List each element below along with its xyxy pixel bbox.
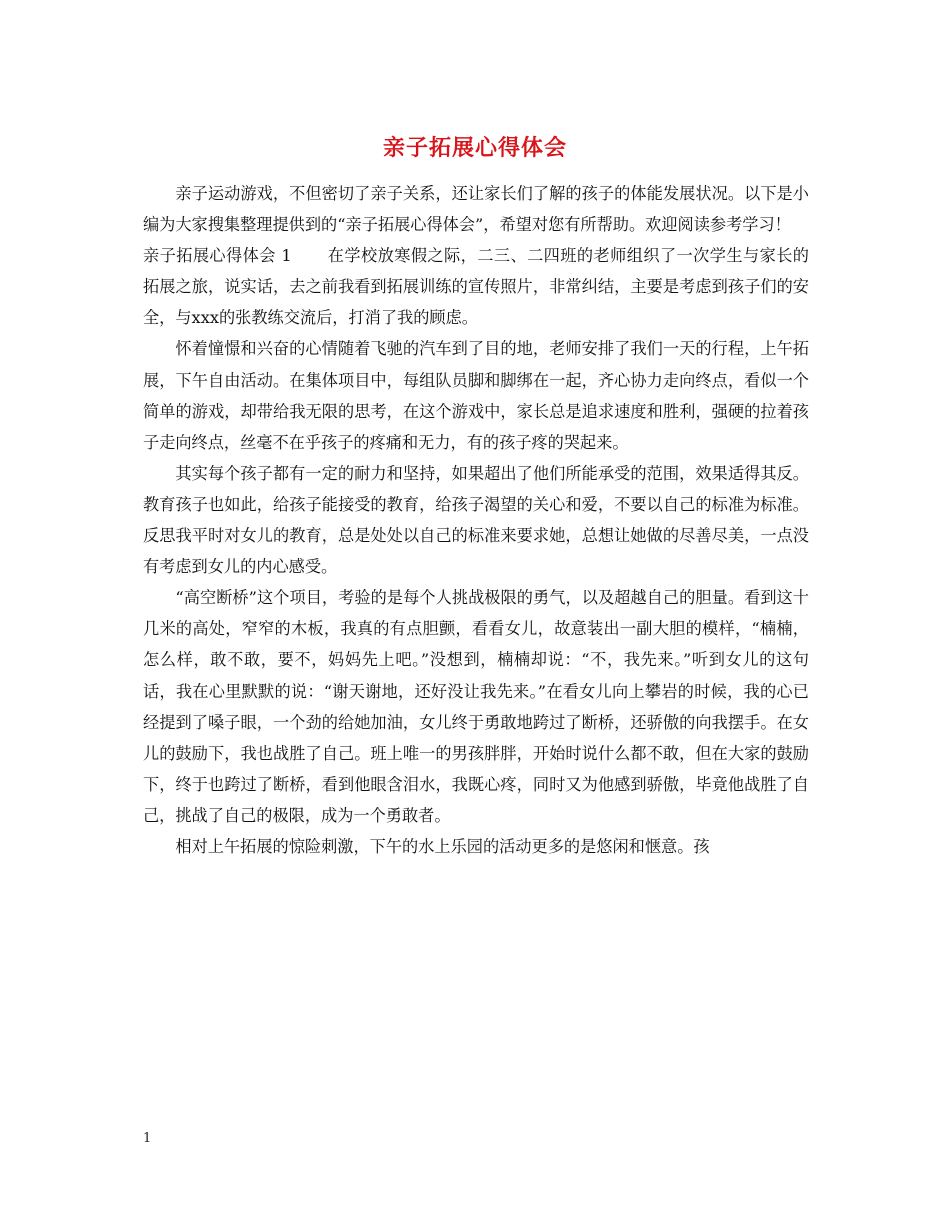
body-paragraph: “高空断桥”这个项目，考验的是每个人挑战极限的勇气，以及超越自己的胆量。看到这十几米的高处，窄窄的木板，我真的有点胆颤，看看女儿，故意装出一副大胆的模样，“楠楠，怎么样，敢不敢，要不，妈妈先上吧。”没想到，楠楠却说：“不，我先来。”听到女儿的这句话，我在心里默默的说：“谢天谢地，还好没让我先来。”在看女儿向上攀岩的时候，我的心已经提到了嗓子眼，一个劲的给她加油，女儿终于勇敢地跨过了断桥，还骄傲的向我摆手。在女儿的鼓励下，我也战胜了自己。班上唯一的男孩胖胖，开始时说什么都不敢，但在大家的鼓励下，终于也跨过了断桥，看到他眼含泪水，我既心疼，同时又为他感到骄傲，毕竟他战胜了自己，挑战了自己的极限，成为一个勇敢者。	[143, 588, 809, 825]
document-body	[143, 178, 809, 862]
body-paragraph: 相对上午拓展的惊险刺激，下午的水上乐园的活动更多的是悠闲和惬意。孩	[175, 836, 710, 856]
section-text: 在学校放寒假之际，二三、二四班的老师组织了一次学生与家长的拓展之旅，说实话，去之前我看到拓展训练的宣传照片，非常纠结，主要是考虑到孩子们的安全，与xxx的张教练交流后，打消了我的顾虑。	[143, 246, 809, 328]
body-paragraph: 其实每个孩子都有一定的耐力和坚持，如果超出了他们所能承受的范围，效果适得其反。教育孩子也如此，给孩子能接受的教育，给孩子渴望的关心和爱，不要以自己的标准为标准。反思我平时对女儿的教育，总是处处以自己的标准来要求她，总想让她做的尽善尽美，一点没有考虑到女儿的内心感受。	[143, 463, 809, 577]
document-title: 亲子拓展心得体会	[382, 135, 567, 161]
intro-paragraph: 亲子运动游戏，不但密切了亲子关系，还让家长们了解的孩子的体能发展状况。以下是小编为大家搜集整理提供到的“亲子拓展心得体会”，希望对您有所帮助。欢迎阅读参考学习！	[143, 184, 809, 235]
section-paragraph	[143, 240, 809, 333]
section-heading: 亲子拓展心得体会 1	[143, 246, 292, 266]
body-paragraph: 怀着憧憬和兴奋的心情随着飞驰的汽车到了目的地，老师安排了我们一天的行程，上午拓展，下午自由活动。在集体项目中，每组队员脚和脚绑在一起，齐心协力走向终点，看似一个简单的游戏，却带给我无限的思考，在这个游戏中，家长总是追求速度和胜利，强硬的拉着孩子走向终点，丝毫不在乎孩子的疼痛和无力，有的孩子疼的哭起来。	[143, 339, 809, 452]
page-number: 1	[143, 1131, 152, 1146]
